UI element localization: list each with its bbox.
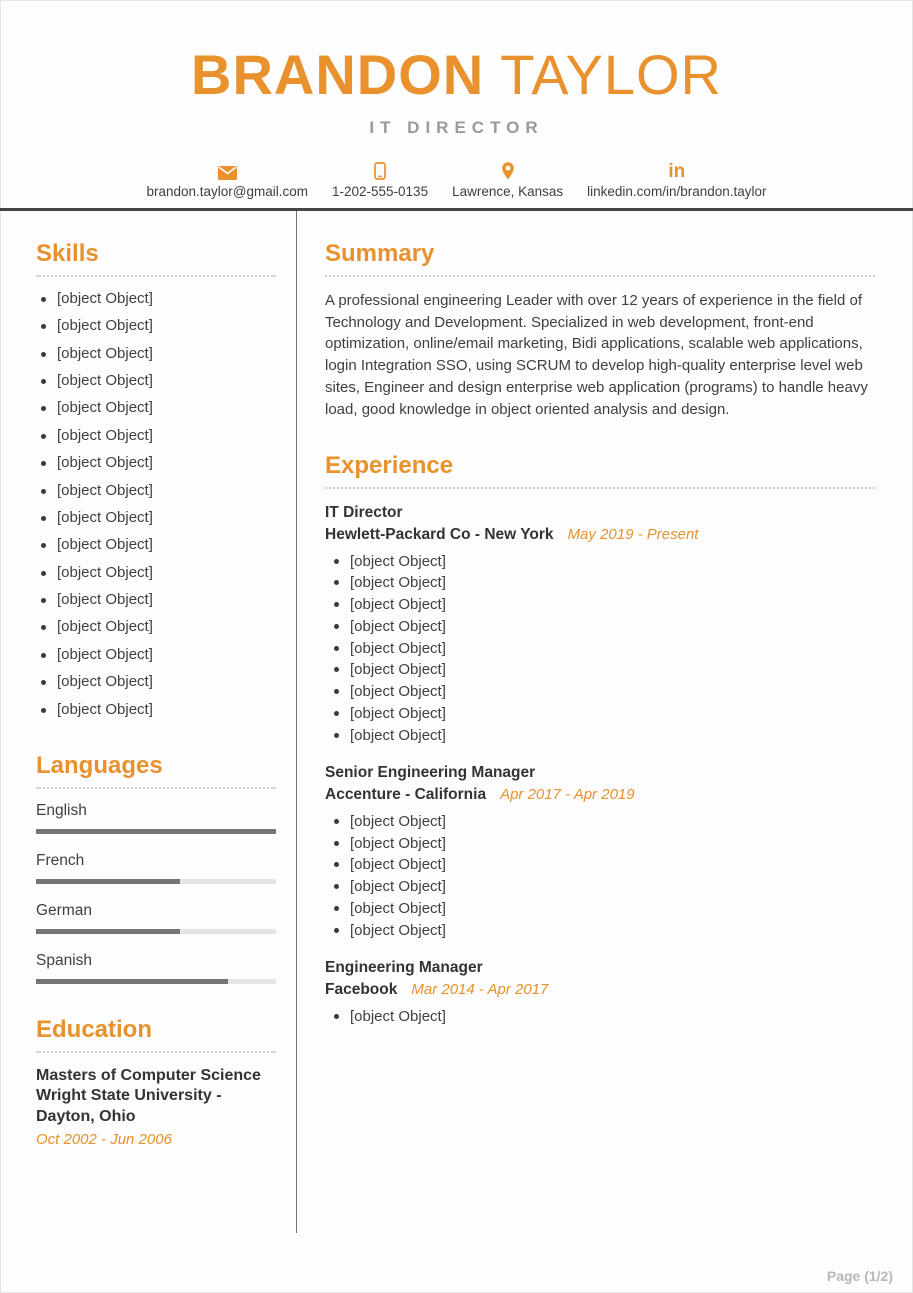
skill-item: [object Object] — [36, 673, 276, 692]
language-level-fill — [36, 929, 180, 934]
job-bullet: [object Object] — [325, 920, 875, 942]
job-bullet: [object Object] — [325, 572, 875, 594]
job-bullet-list — [325, 551, 875, 747]
language-level-track — [36, 879, 276, 884]
job-company: Accenture - California — [325, 786, 487, 804]
skill-item: [object Object] — [36, 591, 276, 610]
language-name: French — [36, 851, 85, 869]
summary-section — [325, 240, 875, 421]
job-bullet: [object Object] — [325, 681, 875, 703]
skills-section — [36, 240, 276, 720]
envelope-icon — [218, 162, 237, 180]
last-name: TAYLOR — [500, 43, 722, 106]
education-section — [36, 1016, 276, 1148]
content-columns — [0, 211, 913, 1233]
language-item — [36, 802, 276, 834]
job-company: Facebook — [325, 980, 398, 998]
skill-item: [object Object] — [36, 345, 276, 364]
language-level-track — [36, 979, 276, 984]
skill-item: [object Object] — [36, 564, 276, 583]
skills-list — [36, 290, 276, 720]
job-company-line — [325, 979, 875, 1001]
job-company-line — [325, 784, 875, 806]
contact-linkedin-value: linkedin.com/in/brandon.taylor — [587, 183, 767, 199]
job-dates: Apr 2017 - Apr 2019 — [500, 786, 635, 804]
job-bullet: [object Object] — [325, 616, 875, 638]
experience-jobs — [325, 502, 875, 1027]
education-dates: Oct 2002 - Jun 2006 — [36, 1130, 172, 1148]
job-company-line — [325, 524, 875, 546]
contact-email-value: brandon.taylor@gmail.com — [146, 183, 308, 199]
linkedin-icon: in — [668, 160, 686, 182]
education-school: Wright State University - Dayton, Ohio — [36, 1087, 222, 1126]
job-title-subtitle: IT DIRECTOR — [369, 117, 544, 137]
contact-location — [452, 162, 563, 199]
job-title: IT Director — [325, 504, 403, 522]
education-heading: Education — [36, 1016, 276, 1053]
experience-job — [325, 762, 875, 941]
language-level-track — [36, 929, 276, 934]
skill-item: [object Object] — [36, 427, 276, 446]
skill-item: [object Object] — [36, 372, 276, 391]
smartphone-icon — [374, 162, 386, 180]
language-item — [36, 852, 276, 884]
header — [0, 0, 913, 199]
page-indicator: Page (1/2) — [826, 1268, 893, 1284]
left-column — [0, 211, 297, 1233]
summary-heading: Summary — [325, 240, 875, 277]
experience-heading: Experience — [325, 452, 875, 489]
skill-item: [object Object] — [36, 618, 276, 637]
skill-item: [object Object] — [36, 509, 276, 528]
language-level-fill — [36, 829, 276, 834]
person-name — [0, 43, 913, 106]
job-bullet: [object Object] — [325, 854, 875, 876]
job-bullet: [object Object] — [325, 833, 875, 855]
first-name: BRANDON — [191, 43, 485, 106]
job-bullet: [object Object] — [325, 811, 875, 833]
languages-section — [36, 752, 276, 984]
job-bullet: [object Object] — [325, 1006, 875, 1028]
contact-location-value: Lawrence, Kansas — [452, 183, 564, 199]
summary-text: A professional engineering Leader with over 12 years of experience in the field of Technology and Development. Specialized in web development, front-end optimization, online/email marketing, Bidi applications, scalable web applications, login Integration SSO, using SCRUM to develop high-quality enterprise level web sites, Engineer and design enterprise web application (programs) to handle heavy load, good knowledge in object oriented analysis and design. — [325, 291, 868, 418]
skill-item: [object Object] — [36, 454, 276, 473]
skill-item: [object Object] — [36, 646, 276, 665]
contact-row — [0, 162, 913, 199]
language-item — [36, 902, 276, 934]
contact-phone-value: 1-202-555-0135 — [332, 183, 429, 199]
skill-item: [object Object] — [36, 701, 276, 720]
language-level-fill — [36, 979, 228, 984]
job-title: Senior Engineering Manager — [325, 764, 536, 782]
language-level-track — [36, 829, 276, 834]
job-bullet: [object Object] — [325, 876, 875, 898]
job-title: Engineering Manager — [325, 959, 483, 977]
experience-job — [325, 957, 875, 1027]
skill-item: [object Object] — [36, 317, 276, 336]
contact-phone — [332, 162, 428, 199]
skill-item: [object Object] — [36, 290, 276, 309]
skill-item: [object Object] — [36, 482, 276, 501]
map-pin-icon — [501, 162, 515, 180]
contact-linkedin — [587, 162, 766, 199]
job-bullet: [object Object] — [325, 638, 875, 660]
language-name: German — [36, 901, 92, 919]
experience-job — [325, 502, 875, 746]
education-degree: Masters of Computer Science — [36, 1066, 261, 1084]
job-bullet-list — [325, 1006, 875, 1028]
languages-list — [36, 802, 276, 984]
job-company: Hewlett-Packard Co - New York — [325, 525, 554, 543]
job-bullet-list — [325, 811, 875, 942]
skills-heading: Skills — [36, 240, 276, 277]
job-dates: Mar 2014 - Apr 2017 — [411, 980, 549, 998]
experience-section — [325, 452, 875, 1027]
job-bullet: [object Object] — [325, 659, 875, 681]
language-item — [36, 952, 276, 984]
job-bullet: [object Object] — [325, 725, 875, 747]
languages-heading: Languages — [36, 752, 276, 789]
job-bullet: [object Object] — [325, 594, 875, 616]
language-level-fill — [36, 879, 180, 884]
contact-email — [146, 162, 308, 199]
job-bullet: [object Object] — [325, 551, 875, 573]
job-dates: May 2019 - Present — [567, 525, 699, 543]
language-name: Spanish — [36, 951, 93, 969]
language-name: English — [36, 801, 87, 819]
skill-item: [object Object] — [36, 399, 276, 418]
skill-item: [object Object] — [36, 536, 276, 555]
right-column — [297, 211, 913, 1233]
job-bullet: [object Object] — [325, 703, 875, 725]
job-bullet: [object Object] — [325, 898, 875, 920]
